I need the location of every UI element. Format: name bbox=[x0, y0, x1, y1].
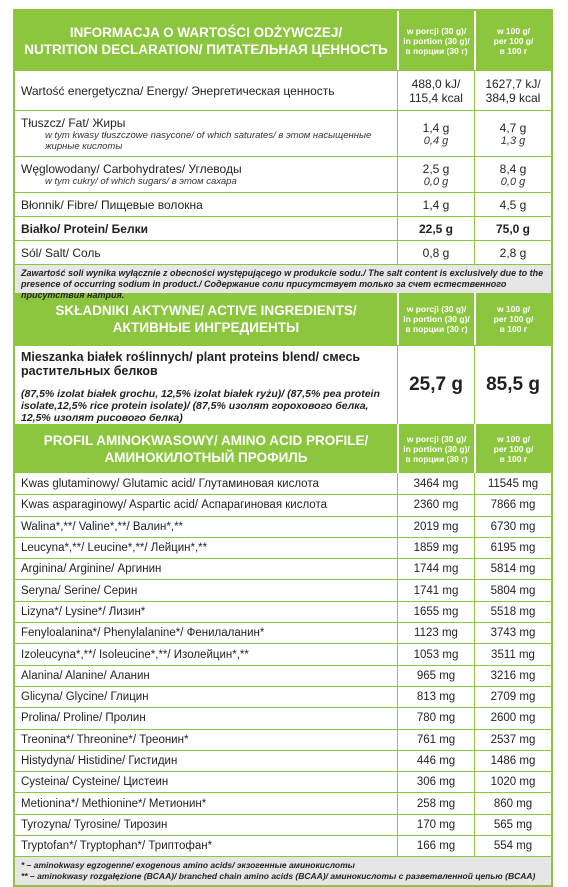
value: 4,5 g bbox=[474, 193, 551, 216]
active-header bbox=[15, 293, 551, 345]
amino-value-100g: 1486 mg bbox=[474, 751, 551, 771]
active-title-1: SKŁADNIKI AKTYWNE/ ACTIVE INGREDIENTS/ bbox=[55, 303, 357, 318]
amino-value-100g: 565 mg bbox=[474, 815, 551, 835]
amino-value-portion: 1123 mg bbox=[397, 623, 474, 643]
amino-label: Treonina*/ Threonine*/ Треонин* bbox=[21, 733, 189, 746]
amino-label: Arginina/ Arginine/ Аргинин bbox=[21, 563, 162, 576]
amino-value-100g: 11545 mg bbox=[474, 473, 551, 494]
row-label: Tłuszcz/ Fat/ Жиры bbox=[21, 115, 126, 130]
amino-row bbox=[15, 771, 551, 792]
amino-row bbox=[15, 792, 551, 813]
amino-value-100g: 7866 mg bbox=[474, 495, 551, 515]
amino-value-100g: 6730 mg bbox=[474, 517, 551, 537]
amino-value-portion: 258 mg bbox=[397, 793, 474, 813]
amino-value-100g: 860 mg bbox=[474, 793, 551, 813]
amino-label: Metionina*/ Methionine*/ Метионин* bbox=[21, 797, 207, 810]
nutrition-header bbox=[15, 11, 551, 70]
amino-value-100g: 2600 mg bbox=[474, 708, 551, 728]
amino-col-portion: w porcji (30 g)/ in portion (30 g)/ в порции (30 г) bbox=[397, 424, 474, 473]
amino-label: Leucyna*,**/ Leucine*,**/ Лейцин*,** bbox=[21, 542, 208, 555]
amino-label: Walina*,**/ Valine*,**/ Валин*,** bbox=[21, 520, 184, 533]
amino-label: Seryna/ Serine/ Серин bbox=[21, 584, 138, 597]
value: 1627,7 kJ/ bbox=[485, 76, 541, 91]
amino-value-portion: 1053 mg bbox=[397, 644, 474, 664]
sub-value: 1,3 g bbox=[500, 134, 526, 147]
row-label: Wartość energetyczna/ Energy/ Энергетическая ценность bbox=[21, 83, 335, 98]
blend-value-100g: 85,5 g bbox=[474, 346, 551, 424]
amino-title-1: PROFIL AMINOKWASOWY/ AMINO ACID PROFILE/ bbox=[43, 432, 369, 448]
nutrition-col-100g: w 100 g/ per 100 g/ в 100 г bbox=[474, 11, 551, 70]
sub-value: 0,4 g bbox=[423, 134, 449, 147]
amino-label: Kwas asparaginowy/ Aspartic acid/ Аспарагиновая кислота bbox=[21, 499, 327, 512]
value: 8,4 g bbox=[499, 161, 527, 176]
amino-row bbox=[15, 622, 551, 643]
value: 1,4 g bbox=[422, 120, 450, 135]
amino-value-100g: 2537 mg bbox=[474, 730, 551, 750]
value: 22,5 g bbox=[397, 217, 474, 240]
nutrition-row-carbohydrates bbox=[15, 156, 551, 192]
amino-value-portion: 1741 mg bbox=[397, 580, 474, 600]
amino-row bbox=[15, 494, 551, 515]
amino-value-100g: 6195 mg bbox=[474, 538, 551, 558]
amino-label: Fenyloalanina*/ Phenylalanine*/ Фенилаланин* bbox=[21, 627, 265, 640]
amino-label: Izoleucyna*,**/ Isoleucine*,**/ Изолейцин*,** bbox=[21, 648, 249, 661]
amino-value-100g: 3743 mg bbox=[474, 623, 551, 643]
row-sublabel: w tym kwasy tłuszczowe nasycone/ of which saturates/ в этом насыщенные жирные кислоты bbox=[45, 129, 372, 152]
blend-title: Mieszanka białek roślinnych/ plant proteins blend/ смесь растительных белков bbox=[21, 350, 361, 378]
footnote-exogenous: * – aminokwasy egzogenne/ exogenous amino acids/ экзогенные аминокислоты bbox=[21, 860, 355, 871]
amino-row bbox=[15, 665, 551, 686]
nutrition-col-portion: w porcji (30 g)/ in portion (30 g)/ в порции (30 г) bbox=[397, 11, 474, 70]
amino-label: Histydyna/ Histidine/ Гистидин bbox=[21, 755, 178, 767]
amino-value-100g: 2709 mg bbox=[474, 687, 551, 707]
value: 384,9 kcal bbox=[485, 90, 541, 105]
amino-value-100g: 3511 mg bbox=[474, 644, 551, 664]
amino-label: Prolina/ Proline/ Пролин bbox=[21, 712, 146, 725]
row-label: Błonnik/ Fibre/ Пищевые волокна bbox=[21, 197, 203, 212]
value: 4,7 g bbox=[499, 120, 527, 135]
amino-value-portion: 3464 mg bbox=[397, 473, 474, 494]
value: 1,4 g bbox=[397, 193, 474, 216]
amino-row bbox=[15, 686, 551, 707]
amino-value-100g: 5804 mg bbox=[474, 580, 551, 600]
amino-value-100g: 554 mg bbox=[474, 836, 551, 856]
value: 115,4 kcal bbox=[409, 90, 463, 105]
amino-value-portion: 2019 mg bbox=[397, 517, 474, 537]
amino-table bbox=[15, 473, 551, 856]
amino-col-100g: w 100 g/ per 100 g/ в 100 г bbox=[474, 424, 551, 473]
amino-value-portion: 170 mg bbox=[397, 815, 474, 835]
amino-label: Cysteina/ Cysteine/ Цистеин bbox=[21, 776, 169, 789]
amino-label: Kwas glutaminowy/ Glutamic acid/ Глутаминовая кислота bbox=[21, 477, 319, 490]
amino-label: Tryptofan*/ Tryptophan*/ Триптофан* bbox=[21, 840, 213, 853]
amino-label: Lizyna*/ Lysine*/ Лизин* bbox=[21, 605, 146, 618]
value: 488,0 kJ/ bbox=[411, 76, 461, 91]
amino-header bbox=[15, 424, 551, 473]
row-label: Węglowodany/ Carbohydrates/ Углеводы bbox=[21, 162, 242, 176]
nutrition-title-2: NUTRITION DECLARATION/ ПИТАТЕЛЬНАЯ ЦЕННОСТЬ bbox=[24, 41, 388, 57]
amino-row bbox=[15, 643, 551, 664]
amino-row bbox=[15, 516, 551, 537]
nutrition-title-1: INFORMACJA O WARTOŚCI ODŻYWCZEJ/ bbox=[69, 24, 343, 40]
amino-row bbox=[15, 750, 551, 771]
row-sublabel: w tym cukry/ of which sugars/ в этом сахара bbox=[45, 176, 237, 187]
amino-value-100g: 1020 mg bbox=[474, 772, 551, 792]
amino-value-portion: 306 mg bbox=[397, 772, 474, 792]
nutrition-row-protein bbox=[15, 216, 551, 240]
value: 0,8 g bbox=[397, 241, 474, 264]
amino-value-100g: 3216 mg bbox=[474, 666, 551, 686]
nutrition-row-fat bbox=[15, 110, 551, 156]
amino-row bbox=[15, 729, 551, 750]
amino-row bbox=[15, 579, 551, 600]
active-col-100g: w 100 g/ per 100 g/ в 100 г bbox=[474, 293, 551, 345]
amino-value-portion: 813 mg bbox=[397, 687, 474, 707]
active-title-2: АКТИВНЫЕ ИНГРЕДИЕНТЫ bbox=[112, 320, 300, 335]
amino-row bbox=[15, 558, 551, 579]
nutrition-row-salt bbox=[15, 240, 551, 264]
sub-value: 0,0 g bbox=[500, 175, 526, 188]
amino-label: Glicyna/ Glycine/ Глицин bbox=[21, 691, 149, 704]
amino-row bbox=[15, 537, 551, 558]
value: 75,0 g bbox=[474, 217, 551, 240]
amino-value-portion: 965 mg bbox=[397, 666, 474, 686]
value: 2,8 g bbox=[474, 241, 551, 264]
amino-title-2: АМИНОКИЛОТНЫЙ ПРОФИЛЬ bbox=[104, 449, 308, 465]
amino-row bbox=[15, 835, 551, 856]
sub-value: 0,0 g bbox=[423, 175, 449, 188]
nutrition-row-fibre bbox=[15, 192, 551, 216]
amino-row bbox=[15, 601, 551, 622]
footnotes bbox=[15, 856, 551, 885]
amino-label: Alanina/ Alanine/ Аланин bbox=[21, 669, 150, 682]
amino-value-portion: 166 mg bbox=[397, 836, 474, 856]
amino-label: Tyrozyna/ Tyrosine/ Тирозин bbox=[21, 818, 168, 831]
blend-description: (87,5% izolat białek grochu, 12,5% izolat białek ryżu)/ (87,5% pea protein isolate,12,5% rice protein isolate)/ (87,5% изолят горохового белка, 12,5% изолят рисового белка) bbox=[21, 388, 380, 424]
footnote-bcaa: ** – aminokwasy rozgałęzione (BCAA)/ branched chain amino acids (BCAA)/ аминокислоты с разветвленной цепью (BCAA) bbox=[21, 871, 536, 882]
amino-value-portion: 1859 mg bbox=[397, 538, 474, 558]
amino-value-portion: 761 mg bbox=[397, 730, 474, 750]
salt-note: Zawartość soli wynika wyłącznie z obecności występującego w produkcie sodu./ The salt content is exclusively due to the presence of occurring sodium in product./ Содержание соли присутствует только за счет естественного присутствия натрия. bbox=[15, 264, 551, 293]
amino-value-portion: 2360 mg bbox=[397, 495, 474, 515]
nutrition-row-energy bbox=[15, 70, 551, 110]
amino-row bbox=[15, 473, 551, 494]
value: 2,5 g bbox=[422, 161, 450, 176]
amino-value-100g: 5814 mg bbox=[474, 559, 551, 579]
amino-value-portion: 1744 mg bbox=[397, 559, 474, 579]
amino-value-portion: 780 mg bbox=[397, 708, 474, 728]
amino-value-100g: 5518 mg bbox=[474, 602, 551, 622]
row-label: Białko/ Protein/ Белки bbox=[21, 221, 148, 236]
protein-blend-row bbox=[15, 345, 551, 424]
amino-value-portion: 1655 mg bbox=[397, 602, 474, 622]
amino-value-portion: 446 mg bbox=[397, 751, 474, 771]
row-label: Sól/ Salt/ Соль bbox=[21, 245, 101, 260]
active-col-portion: w porcji (30 g)/ in portion (30 g)/ в порции (30 г) bbox=[397, 293, 474, 345]
nutrition-label bbox=[13, 9, 553, 887]
amino-row bbox=[15, 707, 551, 728]
blend-value-portion: 25,7 g bbox=[397, 346, 474, 424]
